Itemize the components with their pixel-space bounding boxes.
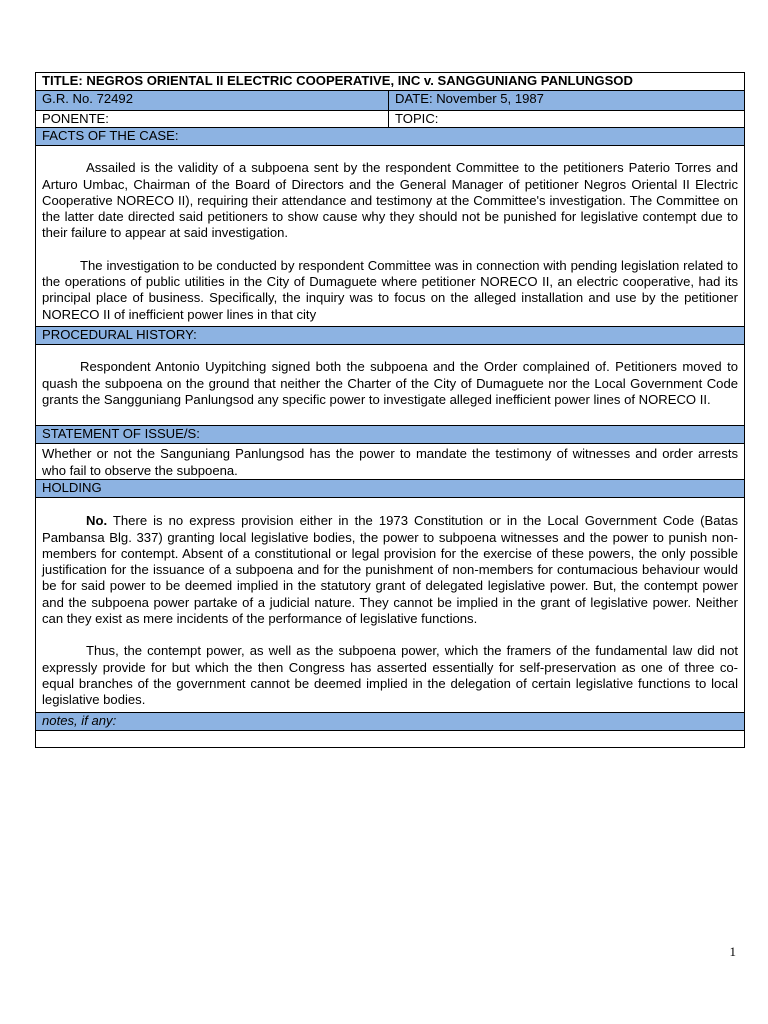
procedural-history-body [36, 345, 745, 426]
procedural-history-paragraph: Respondent Antonio Uypitching signed both the subpoena and the Order complained of. Petitioners moved to quash the subpoena on the ground that neither the Charter of the City of Dumaguete nor the Local Government Code grants the Sangguniang Panlungsod any specific power to investigate alleged inefficient power lines of NORECO II. [42, 359, 739, 407]
facts-heading: FACTS OF THE CASE: [36, 128, 745, 146]
case-title: TITLE: NEGROS ORIENTAL II ELECTRIC COOPERATIVE, INC v. SANGGUNIANG PANLUNGSOD [36, 73, 745, 91]
notes-heading: notes, if any: [36, 713, 745, 730]
decision-date: DATE: November 5, 1987 [389, 91, 745, 111]
ponente-field: PONENTE: [36, 111, 389, 128]
holding-body [36, 498, 745, 713]
issue-text: Whether or not the Sanguniang Panlungsod has the power to mandate the testimony of witnesses and order arrests who fail to observe the subpoena. [42, 446, 739, 478]
issue-heading: STATEMENT OF ISSUE/S: [36, 426, 745, 444]
page-number: 1 [729, 944, 736, 959]
holding-paragraph [42, 513, 738, 627]
facts-paragraph: The investigation to be conducted by respondent Committee was in connection with pending legislation related to the operations of public utilities in the City of Dumaguete where petitioner NORECO II, an electric cooperative, had its principal place of business. Specifically, the inquiry was to focus on the alleged installation and use by the petitioner NORECO II of inefficient power lines in that city [42, 257, 739, 322]
holding-heading: HOLDING [36, 480, 745, 498]
holding-text: There is no express provision either in the 1973 Constitution or in the Local Government Code (Batas Pambansa Blg. 337) granting local legislative bodies, the power to subpoena witnesses and the power to punish non-members for contempt. Absent of a constitutional or legal provision for the exercise of these powers, the only possible justification for the issuance of a subpoena and for the punishment of non-members for contumacious behaviour would be for said power to be deemed implied in the statutory grant of delegated legislative power. But, the contempt power and the subpoena power partake of a judicial nature. They cannot be implied in the grant of legislative power. Neither can they exist as mere incidents of the performance of legislative functions. [42, 513, 739, 627]
issue-body [36, 444, 745, 480]
case-digest-table [35, 72, 745, 748]
topic-field: TOPIC: [389, 111, 745, 128]
notes-body [36, 730, 745, 747]
holding-paragraph: Thus, the contempt power, as well as the subpoena power, which the framers of the fundamental law did not expressly provide for but which the then Congress has asserted essentially for self-preservation as one of three co-equal branches of the government cannot be deemed implied in the delegation of certain legislative functions to local legislative bodies. [42, 643, 739, 708]
facts-body [36, 146, 745, 327]
holding-answer: No. [86, 513, 108, 529]
gr-number: G.R. No. 72492 [36, 91, 389, 111]
procedural-history-heading: PROCEDURAL HISTORY: [36, 327, 745, 345]
facts-paragraph: Assailed is the validity of a subpoena sent by the respondent Committee to the petitioners Paterio Torres and Arturo Umbac, Chairman of the Board of Directors and the General Manager of petitioner Negros Oriental II Electric Cooperative NORECO II), requiring their attendance and testimony at the Committee's investigation. The Committee on the latter date directed said petitioners to show cause why they should not be punished for legislative contempt due to their failure to appear at said investigation. [42, 160, 739, 241]
